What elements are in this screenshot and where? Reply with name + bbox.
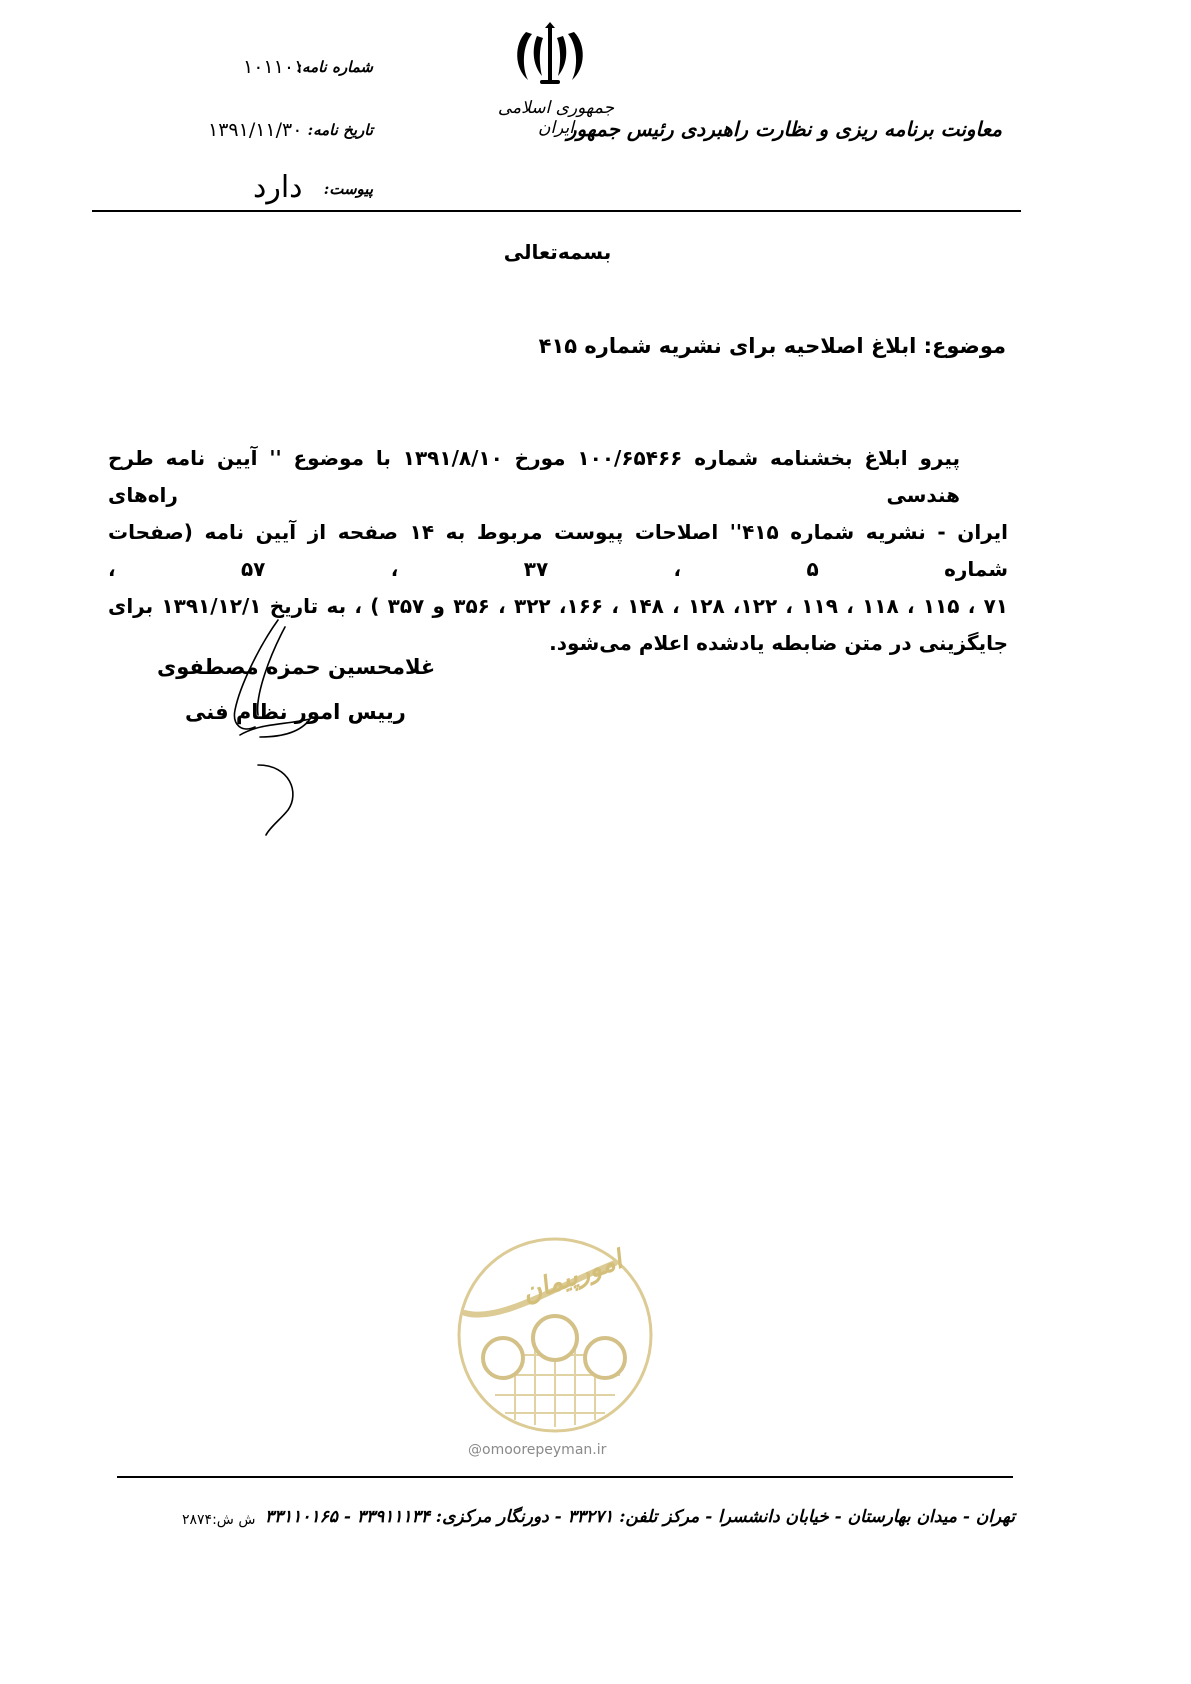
letter-date-label: تاریخ نامه: — [307, 121, 373, 139]
signatory-name: غلامحسین حمزه مصطفوی — [157, 655, 436, 679]
signature-scribble-icon — [200, 615, 340, 845]
subject-line: موضوع: ابلاغ اصلاحیه برای نشریه شماره ۴۱۵ — [538, 334, 1006, 358]
salutation: بسمه‌تعالی — [503, 240, 612, 264]
footer-form-code: ش ش:۲۸۷۴ — [182, 1512, 256, 1528]
footer-divider — [117, 1476, 1013, 1478]
watermark-website: @omoorepeyman.ir — [468, 1442, 607, 1458]
watermark-seal-icon — [455, 1235, 655, 1435]
organization-name: معاونت برنامه ریزی و نظارت راهبردی رئیس جمهور — [566, 117, 1002, 141]
paragraph-line: ایران - نشریه شماره ۴۱۵'' اصلاحات پیوست مربوط به ۱۴ صفحه از آیین نامه (صفحات شماره ۵ ، ۳۷ ، ۵۷ ، — [108, 520, 1009, 581]
emblem-caption: جمهوری اسلامی ایران — [497, 98, 615, 138]
letter-number-value: ۱۰۱۱۰۱ — [243, 56, 305, 78]
handwritten-signature — [200, 615, 340, 845]
attachment-label: پیوست: — [323, 180, 373, 198]
footer-address: تهران - میدان بهارستان - خیابان دانشسرا - مرکز تلفن: ۳۳۲۷۱ - دورنگار مرکزی: ۳۳۹۱۱۱۳۴ - ۳۳۱۱۰۱۶۵ — [264, 1507, 1015, 1527]
header-divider — [92, 210, 1021, 212]
watermark-logo — [455, 1235, 655, 1435]
paragraph-line: ۷۱ ، ۱۱۵ ، ۱۱۸ ، ۱۱۹ ، ۱۲۲، ۱۲۸ ، ۱۴۸ ، ۱۶۶، ۳۲۲ ، ۳۵۶ و ۳۵۷ ) ، به تاریخ ۱۳۹۱/۱۲/۱ برای — [108, 594, 1009, 618]
emblem — [510, 20, 590, 92]
watermark-logo-text: امورپیمان — [518, 1245, 627, 1309]
letter-number-label: شماره نامه: — [296, 58, 373, 76]
attachment-value: دارد — [253, 170, 303, 205]
letter-date-value: ۱۳۹۱/۱۱/۳۰ — [208, 119, 303, 141]
iran-emblem-icon — [510, 20, 590, 92]
signatory-title: رییس امور نظام فنی — [185, 700, 406, 724]
paragraph-line: پیرو ابلاغ بخشنامه شماره ۱۰۰/۶۵۴۶۶ مورخ ۱۳۹۱/۸/۱۰ با موضوع '' آیین نامه طرح هندسی راه‌های — [108, 446, 961, 507]
paragraph-line: جایگزینی در متن ضابطه یادشده اعلام می‌شود. — [549, 631, 1008, 655]
